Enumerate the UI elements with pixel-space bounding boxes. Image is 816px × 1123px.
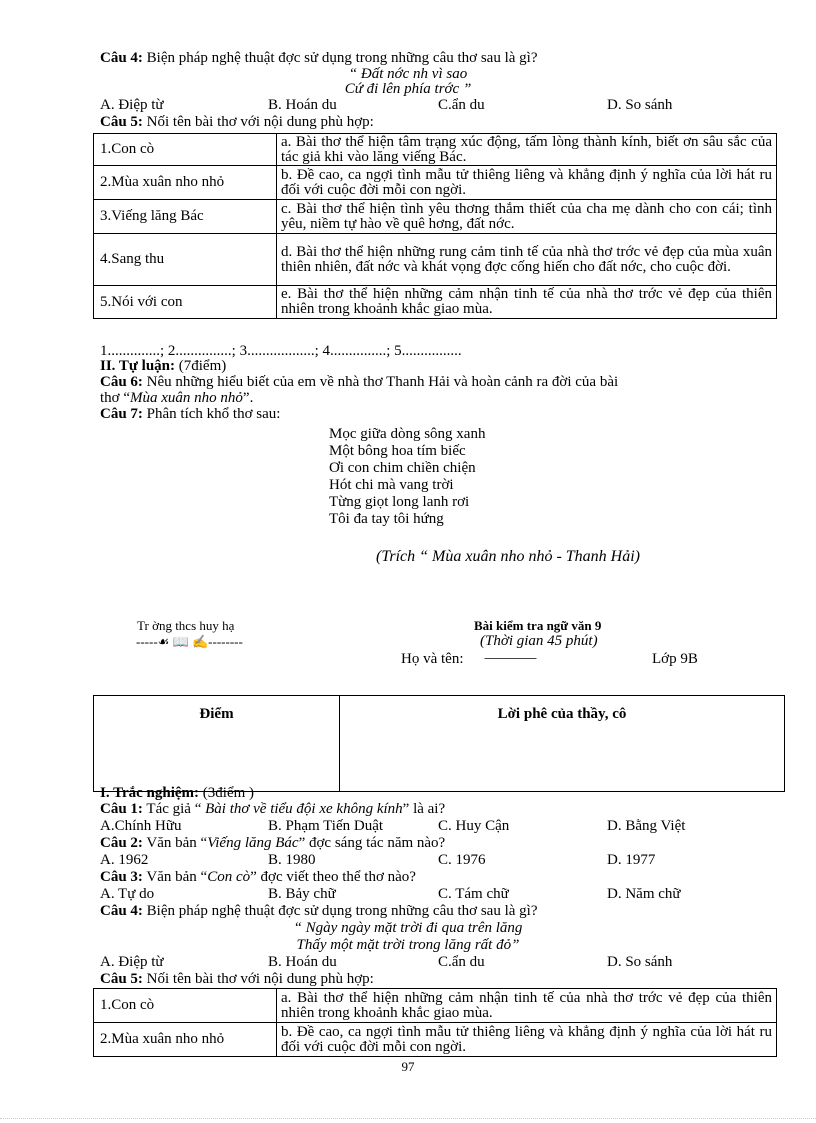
poem-title: 2.Mùa xuân nho nhỏ — [94, 1023, 277, 1057]
q7: Câu 7: Phân tích khổ thơ sau: — [100, 406, 281, 422]
q4b-verse-1: “ Ngày ngày mặt trời đi qua trên lăng — [293, 920, 523, 936]
q3-option-a: A. Tự do — [100, 886, 155, 902]
poem-line: Mọc giữa dòng sông xanh — [329, 426, 486, 442]
poem-title: 3.Viếng lăng Bác — [94, 200, 277, 234]
q4b-option-c: C.ẩn du — [438, 954, 485, 970]
q6-line1: Câu 6: Nêu những hiểu biết của em về nhà thơ Thanh Hải và hoàn cảnh ra đời của bài — [100, 374, 619, 390]
q3-option-d: D. Năm chữ — [607, 886, 681, 902]
q5-bottom: Câu 5: Nối tên bài thơ với nội dung phù hợp: — [100, 971, 374, 987]
table-row — [94, 286, 777, 319]
poem-line: Ơi con chim chiền chiện — [329, 460, 476, 476]
table-row — [94, 234, 777, 286]
table-row — [94, 200, 777, 234]
poem-content: a. Bài thơ thể hiện tâm trạng xúc động, tấm lòng thành kính, biết ơn sâu sắc của tác giả khi vào lăng viếng Bác. — [277, 134, 777, 166]
q1-option-d: D. Bằng Việt — [607, 818, 686, 834]
q2-option-b: B. 1980 — [268, 852, 316, 868]
table-row — [94, 989, 777, 1023]
poem-title: 2.Mùa xuân nho nhỏ — [94, 166, 277, 200]
q4b-option-b: B. Hoán du — [268, 954, 337, 970]
q4-option-b: B. Hoán du — [268, 97, 337, 113]
table-row — [94, 166, 777, 200]
poem-line: Từng giọt long lanh rơi — [329, 494, 470, 510]
q3-option-c: C. Tám chữ — [438, 886, 509, 902]
citation: (Trích “ Mùa xuân nho nhỏ - Thanh Hải) — [376, 548, 640, 565]
poem-content: a. Bài thơ thể hiện những cảm nhận tinh tế của nhà thơ trớc vẻ đẹp của thiên nhiên trong khoảnh khắc giao mùa. — [277, 989, 777, 1023]
q4b-option-d: D. So sánh — [607, 954, 673, 970]
student-name-dots: .................................................... — [484, 652, 536, 661]
q1: Câu 1: Tác giả “ Bài thơ về tiểu đội xe không kính” là ai? — [100, 801, 446, 817]
table-row — [94, 134, 777, 166]
q4-option-a: A. Điệp từ — [100, 97, 164, 113]
q6-line2: thơ “Mùa xuân nho nhỏ”. — [100, 390, 254, 406]
q2-option-d: D. 1977 — [607, 852, 656, 868]
poem-content: b. Đề cao, ca ngợi tình mẫu tử thiêng liêng và khẳng định ý nghĩa của lời hát ru đối với cuộc đời mỗi con ngời. — [277, 166, 777, 200]
score-cell: Điểm — [94, 696, 340, 792]
grade-box — [93, 695, 785, 792]
q2-option-c: C. 1976 — [438, 852, 486, 868]
q4b-verse-2: Thấy một mặt trời trong lăng rất đỏ” — [296, 937, 520, 953]
match-table-1 — [93, 133, 777, 319]
poem-title: 4.Sang thu — [94, 234, 277, 286]
section-2-heading: II. Tự luận: (7điểm) — [100, 358, 227, 374]
q4-text: Biện pháp nghệ thuật đợc sử dụng trong những câu thơ sau là gì? — [146, 50, 538, 66]
exam-title: Bài kiểm tra ngữ văn 9 — [474, 618, 602, 633]
q3-option-b: B. Bảy chữ — [268, 886, 336, 902]
poem-title: 5.Nói với con — [94, 286, 277, 319]
table-row — [94, 1023, 777, 1057]
q1-option-b: B. Phạm Tiến Duật — [268, 818, 384, 834]
q2-option-a: A. 1962 — [100, 852, 149, 868]
poem-line: Hót chi mà vang trời — [329, 477, 454, 493]
q4-top — [100, 50, 537, 66]
exam-duration: (Thời gian 45 phút) — [480, 633, 598, 649]
poem-line: Một bông hoa tím biếc — [329, 443, 466, 459]
poem-title: 1.Con cò — [94, 134, 277, 166]
q4-label: Câu 4: — [100, 50, 143, 66]
page-divider — [0, 1118, 816, 1119]
q4-option-d: D. So sánh — [607, 97, 673, 113]
q4-option-c: C.ẩn du — [438, 97, 485, 113]
section-1-heading: I. Trắc nghiệm: (3điểm ) — [100, 785, 255, 801]
answer-line: 1..............; 2...............; 3..................; 4...............; 5................ — [100, 343, 462, 359]
poem-title: 1.Con cò — [94, 989, 277, 1023]
poem-content: c. Bài thơ thể hiện tình yêu thơng thắm thiết của cha mẹ dành cho con cái; tình yêu, niềm tự hào về quê hơng, đất nớc. — [277, 200, 777, 234]
q4-bottom: Câu 4: Biện pháp nghệ thuật đợc sử dụng trong những câu thơ sau là gì? — [100, 903, 538, 919]
poem-content: e. Bài thơ thể hiện những cảm nhận tinh tế của nhà thơ trớc vẻ đẹp của thiên nhiên trong khoảnh khắc giao mùa. — [277, 286, 777, 319]
student-name-label: Họ và tên: — [401, 651, 464, 667]
q1-option-c: C. Huy Cận — [438, 818, 510, 834]
q4-verse-2: Cứ đi lên phía trớc ” — [344, 81, 472, 97]
school-name: Tr ờng thcs huy hạ — [137, 618, 235, 633]
poem-content: b. Đề cao, ca ngợi tình mẫu tử thiêng liêng và khẳng định ý nghĩa của lời hát ru đối với cuộc đời mỗi con ngời. — [277, 1023, 777, 1057]
poem-line: Tôi đa tay tôi hứng — [329, 511, 444, 527]
ornament: -----☙ 📖 ✍-------- — [136, 634, 243, 649]
q4b-option-a: A. Điệp từ — [100, 954, 164, 970]
poem-content: d. Bài thơ thể hiện những rung cảm tinh tế của nhà thơ trớc vẻ đẹp của mùa xuân thiên nhiên, đất nớc và khát vọng đợc cống hiến cho đất nớc, cho cuộc đời. — [277, 234, 777, 286]
class-label: Lớp 9B — [652, 651, 698, 667]
page-number: 97 — [401, 1059, 415, 1074]
q3: Câu 3: Văn bản “Con cò” đợc viết theo thể thơ nào? — [100, 869, 416, 885]
q1-option-a: A.Chính Hữu — [100, 818, 182, 834]
comment-cell: Lời phê của thầy, cô — [340, 696, 785, 792]
match-table-2 — [93, 988, 777, 1057]
q2: Câu 2: Văn bản “Viếng lăng Bác” đợc sáng tác năm nào? — [100, 835, 446, 851]
q5-top: Câu 5: Nối tên bài thơ với nội dung phù hợp: — [100, 114, 374, 130]
q4-verse-1: “ Đất nớc nh vì sao — [348, 66, 468, 82]
